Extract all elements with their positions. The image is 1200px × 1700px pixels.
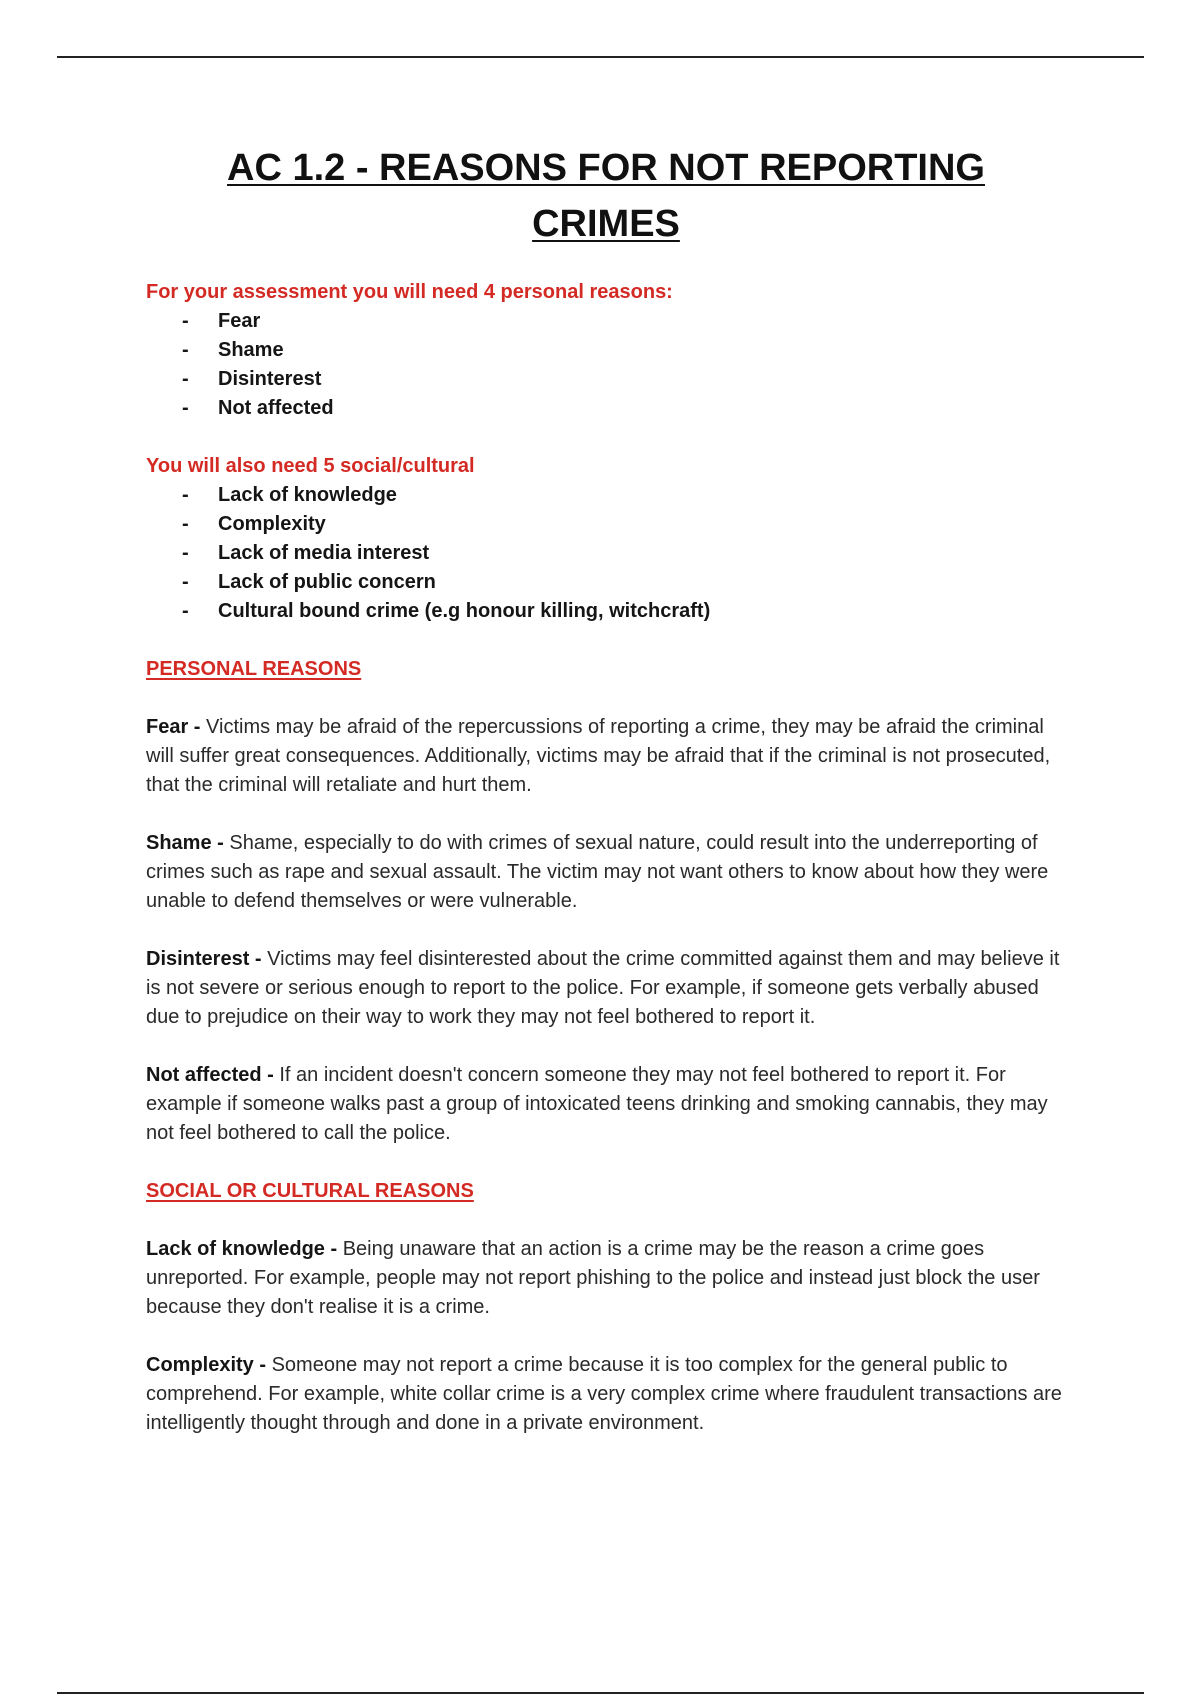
personal-reasons-intro: For your assessment you will need 4 personal reasons: <box>146 281 673 303</box>
paragraph-disinterest <box>146 945 1066 1032</box>
paragraph-lack-of-knowledge <box>146 1235 1066 1322</box>
paragraph-term: Complexity - <box>146 1354 272 1376</box>
list-item: - Lack of knowledge <box>146 481 1066 510</box>
paragraph-term: Shame - <box>146 832 230 854</box>
paragraph-term: Disinterest - <box>146 948 268 970</box>
page-title <box>146 140 1066 252</box>
social-reasons-heading: SOCIAL OR CULTURAL REASONS <box>146 1180 474 1202</box>
paragraph-not-affected <box>146 1061 1066 1148</box>
paragraph-text: If an incident doesn't concern someone they may not feel bothered to report it. For example if someone walks past a group of intoxicated teens drinking and smoking cannabis, they may not feel bothered to call the police. <box>146 1064 1048 1144</box>
list-item: - Lack of public concern <box>146 568 1066 597</box>
list-item: - Cultural bound crime (e.g honour killing, witchcraft) <box>146 597 1066 626</box>
personal-reasons-list <box>146 307 1066 423</box>
paragraph-fear <box>146 713 1066 800</box>
paragraph-text: Being unaware that an action is a crime may be the reason a crime goes unreported. For example, people may not report phishing to the police and instead just block the user because they don't realise it is a crime. <box>146 1238 1040 1318</box>
paragraph-complexity <box>146 1351 1066 1438</box>
page-title-line-2: CRIMES <box>532 203 680 245</box>
list-item: - Not affected <box>146 394 1066 423</box>
paragraph-text: Someone may not report a crime because it is too complex for the general public to comprehend. For example, white collar crime is a very complex crime where fraudulent transactions are intelligently thought through and done in a private environment. <box>146 1354 1062 1434</box>
paragraph-term: Lack of knowledge - <box>146 1238 343 1260</box>
list-item: - Disinterest <box>146 365 1066 394</box>
personal-reasons-heading: PERSONAL REASONS <box>146 658 362 680</box>
paragraph-shame <box>146 829 1066 916</box>
document-body <box>146 140 1066 1438</box>
paragraph-text: Victims may be afraid of the repercussions of reporting a crime, they may be afraid the criminal will suffer great consequences. Additionally, victims may be afraid that if the criminal is not prosecuted, that the criminal will retaliate and hurt them. <box>146 716 1051 796</box>
list-item: - Fear <box>146 307 1066 336</box>
paragraph-text: Victims may feel disinterested about the crime committed against them and may believe it is not severe or serious enough to report to the police. For example, if someone gets verbally abused due to prejudice on their way to work they may not feel bothered to report it. <box>146 948 1060 1028</box>
list-item: - Lack of media interest <box>146 539 1066 568</box>
bottom-rule <box>57 1692 1144 1694</box>
paragraph-term: Not affected - <box>146 1064 280 1086</box>
list-item: - Shame <box>146 336 1066 365</box>
social-reasons-intro: You will also need 5 social/cultural <box>146 455 475 477</box>
top-rule <box>57 56 1144 58</box>
page-title-line-1: AC 1.2 - REASONS FOR NOT REPORTING <box>227 147 985 189</box>
social-reasons-list <box>146 481 1066 626</box>
paragraph-term: Fear - <box>146 716 207 738</box>
list-item: - Complexity <box>146 510 1066 539</box>
paragraph-text: Shame, especially to do with crimes of sexual nature, could result into the underreporting of crimes such as rape and sexual assault. The victim may not want others to know about how they were unable to defend themselves or were vulnerable. <box>146 832 1049 912</box>
